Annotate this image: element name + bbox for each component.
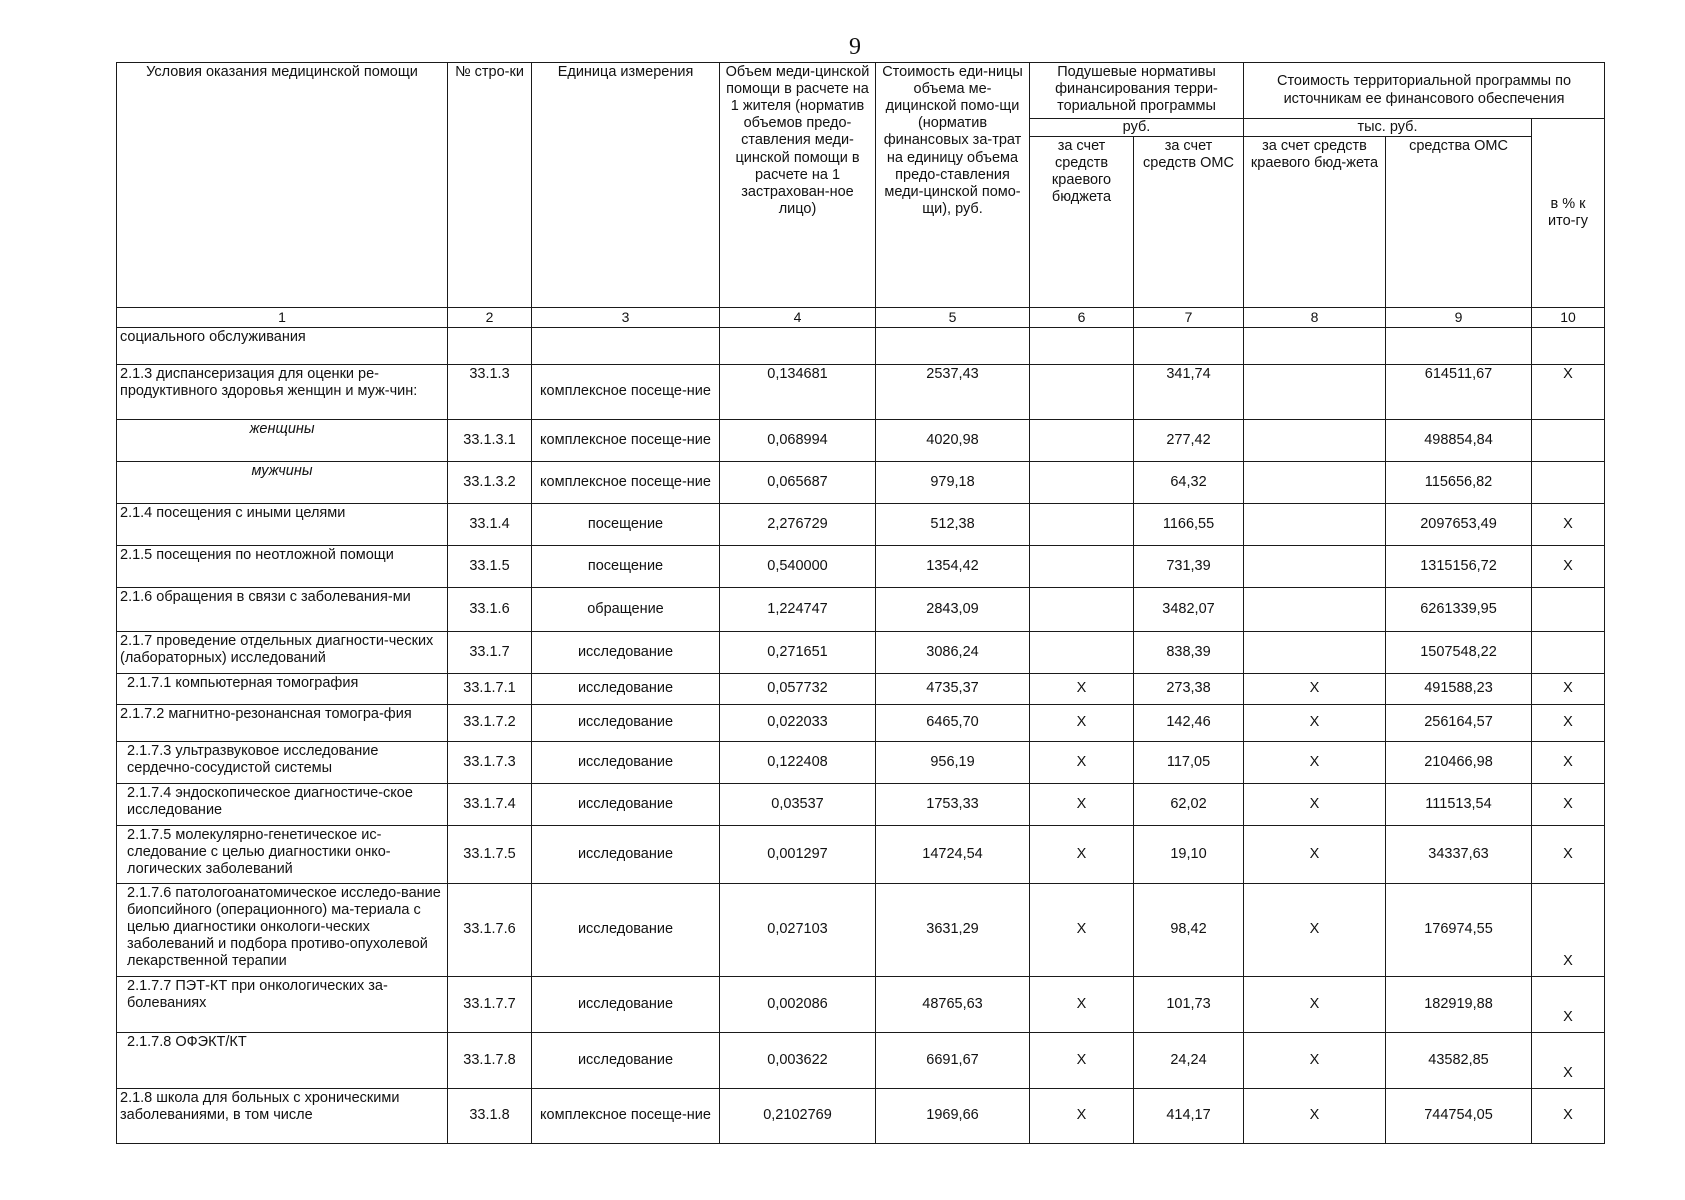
row-unit-cell: исследование xyxy=(532,825,720,883)
row-oms-cell: 273,38 xyxy=(1134,673,1244,704)
row-unit-cell: исследование xyxy=(532,1032,720,1088)
row-budget-krai-cell xyxy=(1030,461,1134,503)
row-volume-cell: 0,002086 xyxy=(720,976,876,1032)
header-program-cost: Стоимость территориальной программы по источникам ее финансового обеспечения xyxy=(1244,63,1605,119)
row-cost-cell: 3631,29 xyxy=(876,883,1030,976)
row-volume-cell: 2,276729 xyxy=(720,503,876,545)
row-budget-krai-program-cell: X xyxy=(1244,1032,1386,1088)
row-condition: женщины xyxy=(117,419,448,461)
table-row xyxy=(117,976,1605,1032)
header-per-capita-unit: руб. xyxy=(1030,119,1244,137)
row-condition: 2.1.7.4 эндоскопическое диагностиче-ское исследование xyxy=(117,783,448,825)
header-cost: Стоимость еди-ницы объема ме-дицинской помо-щи (норматив финансовых за-трат на единицу объема предо-ставления меди-цинской помо-щи), руб. xyxy=(876,63,1030,308)
row-unit-cell: исследование xyxy=(532,976,720,1032)
header-oms-program: средства ОМС xyxy=(1386,137,1532,308)
table-row xyxy=(117,587,1605,631)
row-cost-cell: 3086,24 xyxy=(876,631,1030,673)
row-budget-krai-cell: X xyxy=(1030,704,1134,741)
row-oms-program-cell xyxy=(1386,327,1532,364)
header-volume: Объем меди-цинской помощи в расчете на 1 жителя (норматив объемов предо-ставления меди-цинской помощи в расчете на 1 застрахован-ное лицо) xyxy=(720,63,876,308)
row-oms-cell: 98,42 xyxy=(1134,883,1244,976)
row-budget-krai-program-cell xyxy=(1244,545,1386,587)
table-row xyxy=(117,545,1605,587)
row-volume-cell: 0,057732 xyxy=(720,673,876,704)
row-budget-krai-program-cell: X xyxy=(1244,976,1386,1032)
row-unit-cell: исследование xyxy=(532,704,720,741)
row-condition: 2.1.7.6 патологоанатомическое исследо-вание биопсийного (операционного) ма-териала с целью диагностики онкологи-ческих заболеваний и подбора противо-опухолевой лекарственной терапии xyxy=(117,883,448,976)
column-number: 10 xyxy=(1532,308,1605,328)
column-number: 2 xyxy=(448,308,532,328)
column-number: 7 xyxy=(1134,308,1244,328)
row-percent-cell: X xyxy=(1532,704,1605,741)
table-row xyxy=(117,783,1605,825)
row-oms-program-cell: 614511,67 xyxy=(1386,364,1532,419)
row-number-cell: 33.1.7.5 xyxy=(448,825,532,883)
table-row xyxy=(117,327,1605,364)
row-percent-cell: X xyxy=(1532,364,1605,419)
row-percent-cell xyxy=(1532,587,1605,631)
row-oms-cell xyxy=(1134,327,1244,364)
row-budget-krai-cell xyxy=(1030,327,1134,364)
row-percent-cell: X xyxy=(1532,976,1605,1032)
row-budget-krai-program-cell: X xyxy=(1244,783,1386,825)
row-volume-cell: 0,134681 xyxy=(720,364,876,419)
row-oms-cell: 62,02 xyxy=(1134,783,1244,825)
row-number-cell: 33.1.3.1 xyxy=(448,419,532,461)
table-row xyxy=(117,1088,1605,1143)
row-oms-program-cell: 2097653,49 xyxy=(1386,503,1532,545)
row-condition: 2.1.8 школа для больных с хроническими заболеваниями, в том числе xyxy=(117,1088,448,1143)
row-volume-cell: 0,068994 xyxy=(720,419,876,461)
row-budget-krai-cell xyxy=(1030,364,1134,419)
row-volume-cell: 0,001297 xyxy=(720,825,876,883)
row-budget-krai-cell: X xyxy=(1030,1088,1134,1143)
table-row xyxy=(117,741,1605,783)
row-number-cell: 33.1.7 xyxy=(448,631,532,673)
row-cost-cell: 2537,43 xyxy=(876,364,1030,419)
row-number-cell: 33.1.7.6 xyxy=(448,883,532,976)
column-number: 5 xyxy=(876,308,1030,328)
row-budget-krai-cell xyxy=(1030,419,1134,461)
row-number-cell: 33.1.6 xyxy=(448,587,532,631)
row-number-cell: 33.1.7.4 xyxy=(448,783,532,825)
row-volume-cell: 1,224747 xyxy=(720,587,876,631)
row-cost-cell xyxy=(876,327,1030,364)
row-oms-program-cell: 1315156,72 xyxy=(1386,545,1532,587)
row-budget-krai-program-cell xyxy=(1244,631,1386,673)
row-budget-krai-program-cell: X xyxy=(1244,741,1386,783)
row-budget-krai-cell: X xyxy=(1030,673,1134,704)
row-unit-cell: посещение xyxy=(532,503,720,545)
row-oms-cell: 838,39 xyxy=(1134,631,1244,673)
row-percent-cell: X xyxy=(1532,503,1605,545)
row-unit-cell: исследование xyxy=(532,883,720,976)
row-budget-krai-cell xyxy=(1030,631,1134,673)
row-percent-cell: X xyxy=(1532,673,1605,704)
row-unit-cell: обращение xyxy=(532,587,720,631)
table-row xyxy=(117,419,1605,461)
header-per-capita: Подушевые нормативы финансирования терри-ториальной программы xyxy=(1030,63,1244,119)
row-cost-cell: 1969,66 xyxy=(876,1088,1030,1143)
row-percent-cell: X xyxy=(1532,783,1605,825)
row-condition: 2.1.5 посещения по неотложной помощи xyxy=(117,545,448,587)
row-number-cell: 33.1.3 xyxy=(448,364,532,419)
row-condition: 2.1.7.1 компьютерная томография xyxy=(117,673,448,704)
financing-table xyxy=(116,62,1605,1144)
row-budget-krai-program-cell xyxy=(1244,419,1386,461)
row-volume-cell: 0,003622 xyxy=(720,1032,876,1088)
header-program-cost-unit: тыс. руб. xyxy=(1244,119,1532,137)
row-cost-cell: 1753,33 xyxy=(876,783,1030,825)
row-oms-program-cell: 491588,23 xyxy=(1386,673,1532,704)
header-row-number: № стро-ки xyxy=(448,63,532,308)
row-oms-program-cell: 111513,54 xyxy=(1386,783,1532,825)
row-unit-cell: комплексное посеще-ние xyxy=(532,364,720,419)
row-condition: социального обслуживания xyxy=(117,327,448,364)
row-percent-cell xyxy=(1532,327,1605,364)
row-budget-krai-cell: X xyxy=(1030,883,1134,976)
row-percent-cell xyxy=(1532,419,1605,461)
row-number-cell xyxy=(448,327,532,364)
row-volume-cell: 0,2102769 xyxy=(720,1088,876,1143)
header-percent: в % к ито-гу xyxy=(1532,119,1605,308)
row-volume-cell: 0,065687 xyxy=(720,461,876,503)
row-unit-cell: исследование xyxy=(532,673,720,704)
row-budget-krai-program-cell: X xyxy=(1244,883,1386,976)
header-budget-krai-program: за счет средств краевого бюд-жета xyxy=(1244,137,1386,308)
row-cost-cell: 4020,98 xyxy=(876,419,1030,461)
row-oms-cell: 142,46 xyxy=(1134,704,1244,741)
column-number: 6 xyxy=(1030,308,1134,328)
table-body xyxy=(117,327,1605,1143)
column-number: 3 xyxy=(532,308,720,328)
row-budget-krai-program-cell: X xyxy=(1244,1088,1386,1143)
row-number-cell: 33.1.5 xyxy=(448,545,532,587)
row-number-cell: 33.1.3.2 xyxy=(448,461,532,503)
row-budget-krai-program-cell xyxy=(1244,503,1386,545)
table-row xyxy=(117,364,1605,419)
row-condition: 2.1.6 обращения в связи с заболевания-ми xyxy=(117,587,448,631)
table-row xyxy=(117,503,1605,545)
row-budget-krai-program-cell: X xyxy=(1244,704,1386,741)
row-budget-krai-program-cell xyxy=(1244,327,1386,364)
header-conditions: Условия оказания медицинской помощи xyxy=(117,63,448,308)
row-budget-krai-cell: X xyxy=(1030,783,1134,825)
row-budget-krai-cell xyxy=(1030,545,1134,587)
row-volume-cell xyxy=(720,327,876,364)
row-percent-cell: X xyxy=(1532,883,1605,976)
row-percent-cell xyxy=(1532,631,1605,673)
row-percent-cell: X xyxy=(1532,1088,1605,1143)
row-percent-cell: X xyxy=(1532,1032,1605,1088)
row-number-cell: 33.1.8 xyxy=(448,1088,532,1143)
row-budget-krai-cell: X xyxy=(1030,976,1134,1032)
column-number: 4 xyxy=(720,308,876,328)
row-budget-krai-cell xyxy=(1030,587,1134,631)
row-cost-cell: 979,18 xyxy=(876,461,1030,503)
row-budget-krai-program-cell xyxy=(1244,461,1386,503)
row-oms-program-cell: 176974,55 xyxy=(1386,883,1532,976)
header-unit: Единица измерения xyxy=(532,63,720,308)
row-cost-cell: 48765,63 xyxy=(876,976,1030,1032)
row-oms-cell: 3482,07 xyxy=(1134,587,1244,631)
row-oms-cell: 731,39 xyxy=(1134,545,1244,587)
row-unit-cell xyxy=(532,327,720,364)
row-number-cell: 33.1.7.3 xyxy=(448,741,532,783)
row-volume-cell: 0,271651 xyxy=(720,631,876,673)
row-cost-cell: 6465,70 xyxy=(876,704,1030,741)
row-oms-program-cell: 34337,63 xyxy=(1386,825,1532,883)
row-oms-cell: 64,32 xyxy=(1134,461,1244,503)
row-oms-cell: 101,73 xyxy=(1134,976,1244,1032)
row-cost-cell: 1354,42 xyxy=(876,545,1030,587)
row-condition: 2.1.7.3 ультразвуковое исследование сердечно-сосудистой системы xyxy=(117,741,448,783)
page-number: 9 xyxy=(849,34,861,60)
row-oms-cell: 341,74 xyxy=(1134,364,1244,419)
row-condition: 2.1.4 посещения с иными целями xyxy=(117,503,448,545)
row-oms-cell: 1166,55 xyxy=(1134,503,1244,545)
row-cost-cell: 14724,54 xyxy=(876,825,1030,883)
row-oms-program-cell: 210466,98 xyxy=(1386,741,1532,783)
row-oms-program-cell: 256164,57 xyxy=(1386,704,1532,741)
table-row xyxy=(117,461,1605,503)
row-unit-cell: исследование xyxy=(532,631,720,673)
row-budget-krai-cell xyxy=(1030,503,1134,545)
row-unit-cell: исследование xyxy=(532,741,720,783)
row-unit-cell: комплексное посеще-ние xyxy=(532,419,720,461)
column-number: 9 xyxy=(1386,308,1532,328)
row-volume-cell: 0,03537 xyxy=(720,783,876,825)
row-condition: 2.1.7.7 ПЭТ-КТ при онкологических за-болеваниях xyxy=(117,976,448,1032)
column-number: 1 xyxy=(117,308,448,328)
row-condition: мужчины xyxy=(117,461,448,503)
row-percent-cell: X xyxy=(1532,545,1605,587)
row-budget-krai-cell: X xyxy=(1030,741,1134,783)
header-oms: за счет средств ОМС xyxy=(1134,137,1244,308)
row-cost-cell: 956,19 xyxy=(876,741,1030,783)
row-oms-program-cell: 6261339,95 xyxy=(1386,587,1532,631)
column-number: 8 xyxy=(1244,308,1386,328)
row-volume-cell: 0,027103 xyxy=(720,883,876,976)
row-cost-cell: 6691,67 xyxy=(876,1032,1030,1088)
row-oms-cell: 277,42 xyxy=(1134,419,1244,461)
table-row xyxy=(117,1032,1605,1088)
row-percent-cell: X xyxy=(1532,825,1605,883)
row-oms-program-cell: 744754,05 xyxy=(1386,1088,1532,1143)
row-number-cell: 33.1.4 xyxy=(448,503,532,545)
row-number-cell: 33.1.7.7 xyxy=(448,976,532,1032)
table-row xyxy=(117,673,1605,704)
row-oms-cell: 24,24 xyxy=(1134,1032,1244,1088)
row-condition: 2.1.7.8 ОФЭКТ/КТ xyxy=(117,1032,448,1088)
row-unit-cell: исследование xyxy=(532,783,720,825)
row-oms-cell: 117,05 xyxy=(1134,741,1244,783)
row-budget-krai-program-cell: X xyxy=(1244,673,1386,704)
row-oms-program-cell: 182919,88 xyxy=(1386,976,1532,1032)
row-number-cell: 33.1.7.1 xyxy=(448,673,532,704)
row-budget-krai-cell: X xyxy=(1030,1032,1134,1088)
row-volume-cell: 0,022033 xyxy=(720,704,876,741)
row-condition: 2.1.3 диспансеризация для оценки ре-продуктивного здоровья женщин и муж-чин: xyxy=(117,364,448,419)
row-budget-krai-program-cell xyxy=(1244,587,1386,631)
row-oms-program-cell: 498854,84 xyxy=(1386,419,1532,461)
row-condition: 2.1.7 проведение отдельных диагности-ческих (лабораторных) исследований xyxy=(117,631,448,673)
row-unit-cell: комплексное посеще-ние xyxy=(532,461,720,503)
row-volume-cell: 0,122408 xyxy=(720,741,876,783)
row-oms-program-cell: 1507548,22 xyxy=(1386,631,1532,673)
row-oms-cell: 414,17 xyxy=(1134,1088,1244,1143)
table-row xyxy=(117,825,1605,883)
row-condition: 2.1.7.5 молекулярно-генетическое ис-следование с целью диагностики онко-логических заболеваний xyxy=(117,825,448,883)
row-volume-cell: 0,540000 xyxy=(720,545,876,587)
row-percent-cell xyxy=(1532,461,1605,503)
row-oms-program-cell: 115656,82 xyxy=(1386,461,1532,503)
row-percent-cell: X xyxy=(1532,741,1605,783)
row-unit-cell: посещение xyxy=(532,545,720,587)
header-budget-krai: за счет средств краевого бюджета xyxy=(1030,137,1134,308)
row-budget-krai-program-cell xyxy=(1244,364,1386,419)
table-row xyxy=(117,631,1605,673)
table-row xyxy=(117,883,1605,976)
row-number-cell: 33.1.7.8 xyxy=(448,1032,532,1088)
row-condition: 2.1.7.2 магнитно-резонансная томогра-фия xyxy=(117,704,448,741)
row-budget-krai-program-cell: X xyxy=(1244,825,1386,883)
row-cost-cell: 512,38 xyxy=(876,503,1030,545)
row-oms-program-cell: 43582,85 xyxy=(1386,1032,1532,1088)
row-oms-cell: 19,10 xyxy=(1134,825,1244,883)
row-budget-krai-cell: X xyxy=(1030,825,1134,883)
row-number-cell: 33.1.7.2 xyxy=(448,704,532,741)
row-cost-cell: 4735,37 xyxy=(876,673,1030,704)
row-cost-cell: 2843,09 xyxy=(876,587,1030,631)
row-unit-cell: комплексное посеще-ние xyxy=(532,1088,720,1143)
table-row xyxy=(117,704,1605,741)
